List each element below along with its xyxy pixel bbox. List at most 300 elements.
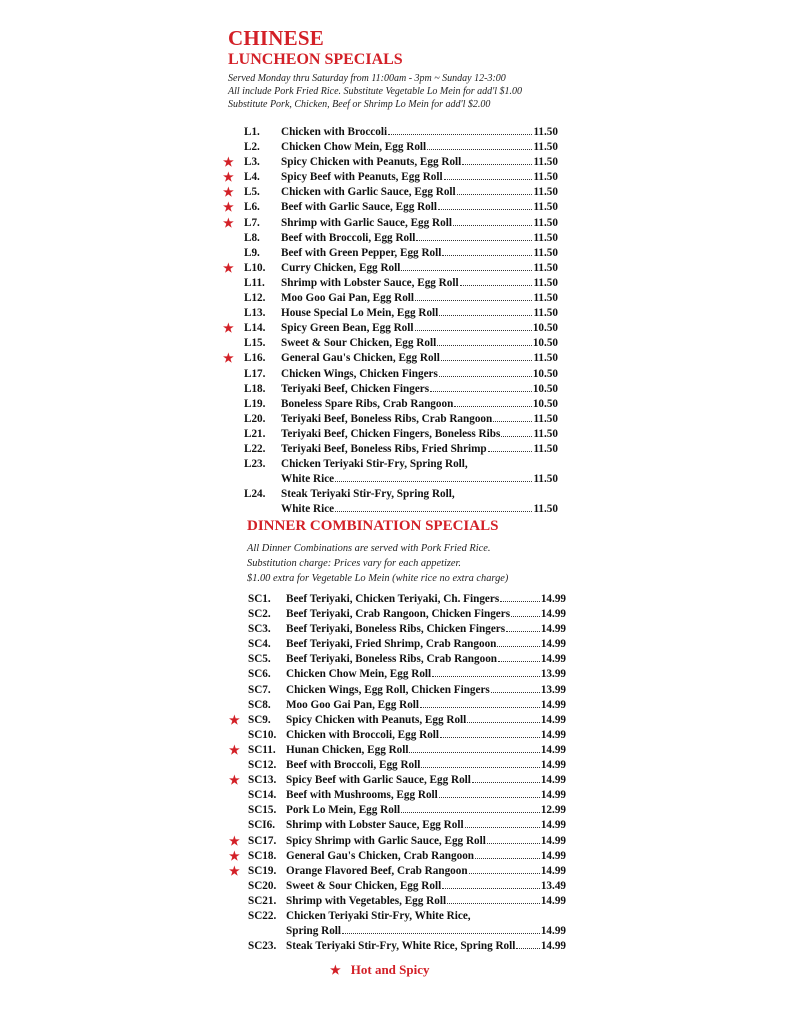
dot-leader xyxy=(439,376,532,377)
item-name: Beef Teriyaki, Boneless Ribs, Crab Rangoon xyxy=(286,653,498,666)
item-price: 11.50 xyxy=(533,352,558,365)
item-body xyxy=(286,698,566,713)
star-icon: ★ xyxy=(229,773,240,788)
dot-leader xyxy=(475,858,540,859)
item-name: Teriyaki Beef, Boneless Ribs, Fried Shrimp xyxy=(281,442,487,455)
item-name: Sweet & Sour Chicken, Egg Roll xyxy=(286,879,442,892)
item-price: 10.50 xyxy=(532,382,558,395)
item-code: L21. xyxy=(244,427,266,440)
menu-item xyxy=(226,803,576,818)
item-body xyxy=(281,231,558,246)
menu-item xyxy=(220,216,570,231)
item-price: 11.50 xyxy=(533,503,558,516)
item-code: L18. xyxy=(244,382,266,395)
dot-leader xyxy=(453,225,533,226)
item-code: SC23. xyxy=(248,940,277,953)
item-name: Spicy Shrimp with Garlic Sauce, Egg Roll xyxy=(286,834,486,847)
item-code: L3. xyxy=(244,156,260,169)
item-body xyxy=(286,894,566,909)
item-price: 11.50 xyxy=(533,201,558,214)
item-body xyxy=(281,457,558,487)
item-code: SC21. xyxy=(248,894,277,907)
dot-leader xyxy=(497,646,539,647)
item-body xyxy=(281,246,558,261)
item-code: SCI6. xyxy=(248,819,276,832)
menu-item xyxy=(226,607,576,622)
item-code: L7. xyxy=(244,216,260,229)
item-price: 13.99 xyxy=(540,668,566,681)
dot-leader xyxy=(511,616,540,617)
dot-leader xyxy=(442,888,540,889)
item-price: 10.50 xyxy=(532,322,558,335)
menu-item xyxy=(226,683,576,698)
item-price: 14.99 xyxy=(540,834,566,847)
menu-item xyxy=(226,728,576,743)
item-price: 14.99 xyxy=(540,759,566,772)
item-code: SC17. xyxy=(248,834,277,847)
item-code: L14. xyxy=(244,322,266,335)
star-icon: ★ xyxy=(223,185,234,200)
item-name: Hunan Chicken, Egg Roll xyxy=(286,743,409,756)
menu-item xyxy=(226,834,576,849)
menu-item xyxy=(220,351,570,366)
item-body xyxy=(281,442,558,457)
menu-item xyxy=(226,743,576,758)
item-name: Chicken with Garlic Sauce, Egg Roll xyxy=(281,186,456,199)
item-price: 11.50 xyxy=(533,261,558,274)
menu-item xyxy=(220,170,570,185)
dot-leader xyxy=(488,451,533,452)
menu-item xyxy=(220,306,570,321)
item-body xyxy=(286,743,566,758)
dot-leader xyxy=(454,406,532,407)
star-icon: ★ xyxy=(223,321,234,336)
item-code: SC22. xyxy=(248,909,277,922)
item-price: 14.99 xyxy=(540,728,566,741)
menu-item xyxy=(226,849,576,864)
dot-leader xyxy=(401,812,540,813)
item-code: L8. xyxy=(244,231,260,244)
dot-leader xyxy=(457,194,533,195)
luncheon-notes xyxy=(228,72,588,111)
item-body xyxy=(281,306,558,321)
item-price: 14.99 xyxy=(540,925,566,938)
item-price: 11.50 xyxy=(533,427,558,440)
dot-leader xyxy=(437,345,532,346)
item-price: 12.99 xyxy=(540,804,566,817)
menu-item xyxy=(226,592,576,607)
item-body xyxy=(281,487,558,517)
dot-leader xyxy=(439,797,540,798)
menu-item xyxy=(226,667,576,682)
dinner-section-title: DINNER COMBINATION SPECIALS xyxy=(247,518,499,534)
menu-item xyxy=(220,427,570,442)
menu-item xyxy=(220,125,570,140)
menu-item xyxy=(226,773,576,788)
menu-item xyxy=(220,155,570,170)
item-code: SC1. xyxy=(248,593,271,605)
menu-item xyxy=(226,622,576,637)
star-icon: ★ xyxy=(229,848,240,863)
star-icon: ★ xyxy=(229,712,240,727)
item-price: 11.50 xyxy=(533,216,558,229)
item-body xyxy=(286,773,566,788)
menu-item xyxy=(226,879,576,894)
item-code: SC19. xyxy=(248,864,277,877)
luncheon-note: Substitute Pork, Chicken, Beef or Shrimp Lo Mein for add'l $2.00 xyxy=(228,99,491,110)
dinner-note: All Dinner Combinations are served with Pork Fried Rice. xyxy=(247,543,491,554)
menu-item xyxy=(226,864,576,879)
item-code: L23. xyxy=(244,458,266,471)
item-body xyxy=(281,336,558,351)
dot-leader xyxy=(421,767,539,768)
menu-item xyxy=(226,894,576,909)
item-price: 11.50 xyxy=(533,171,558,184)
item-price: 14.99 xyxy=(540,623,566,636)
item-body xyxy=(281,321,558,336)
item-name: Beef with Mushrooms, Egg Roll xyxy=(286,789,438,802)
menu-item xyxy=(220,487,570,517)
item-name: Beef Teriyaki, Boneless Ribs, Chicken Fingers xyxy=(286,623,506,636)
dot-leader xyxy=(500,601,540,602)
item-code: SC3. xyxy=(248,623,271,636)
dinner-note: $1.00 extra for Vegetable Lo Mein (white rice no extra charge) xyxy=(247,573,509,585)
item-price: 11.50 xyxy=(533,473,558,486)
item-name: Beef Teriyaki, Chicken Teriyaki, Ch. Fingers xyxy=(286,593,500,605)
item-price: 14.99 xyxy=(540,743,566,756)
item-name: Pork Lo Mein, Egg Roll xyxy=(286,804,401,817)
item-name: Moo Goo Gai Pan, Egg Roll xyxy=(286,698,420,711)
dot-leader xyxy=(447,903,540,904)
item-body xyxy=(281,261,558,276)
item-name: Spicy Chicken with Peanuts, Egg Roll xyxy=(286,713,467,726)
item-name: Spicy Green Bean, Egg Roll xyxy=(281,322,414,335)
item-body xyxy=(286,683,566,698)
item-code: L12. xyxy=(244,292,266,305)
item-name: Beef with Garlic Sauce, Egg Roll xyxy=(281,201,437,214)
item-price: 11.50 xyxy=(533,412,558,425)
item-price: 14.99 xyxy=(540,698,566,711)
item-price: 11.50 xyxy=(533,276,558,289)
item-name: General Gau's Chicken, Egg Roll xyxy=(281,352,440,365)
menu-item xyxy=(220,412,570,427)
dot-leader xyxy=(506,631,540,632)
item-body xyxy=(281,276,558,291)
dot-leader xyxy=(493,421,532,422)
menu-item xyxy=(220,291,570,306)
item-body xyxy=(281,200,558,215)
item-name-continued: White Rice xyxy=(281,473,335,486)
menu-item xyxy=(220,200,570,215)
item-price: 11.50 xyxy=(533,246,558,259)
item-body xyxy=(286,667,566,682)
item-body xyxy=(286,592,566,607)
menu-item xyxy=(226,713,576,728)
item-code: SC20. xyxy=(248,879,277,892)
menu-item xyxy=(220,442,570,457)
item-price: 14.99 xyxy=(540,653,566,666)
item-code: L13. xyxy=(244,307,266,320)
dot-leader xyxy=(469,873,540,874)
item-price: 10.50 xyxy=(532,397,558,410)
item-name-continued: Spring Roll xyxy=(286,925,342,938)
dot-leader xyxy=(432,676,540,677)
dot-leader xyxy=(335,481,532,482)
item-body xyxy=(281,367,558,382)
hot-and-spicy-legend xyxy=(330,962,430,978)
item-body xyxy=(286,758,566,773)
luncheon-menu-list xyxy=(220,125,570,517)
item-body xyxy=(286,622,566,637)
menu-item xyxy=(226,637,576,652)
legend-label: Hot and Spicy xyxy=(350,962,430,977)
item-name: Beef with Broccoli, Egg Roll xyxy=(286,759,421,772)
item-name: Beef with Broccoli, Egg Roll xyxy=(281,231,416,244)
item-body xyxy=(286,728,566,743)
dot-leader xyxy=(409,752,539,753)
item-name: Teriyaki Beef, Chicken Fingers, Boneless Ribs xyxy=(281,427,501,440)
item-price: 14.99 xyxy=(540,713,566,726)
item-name: Teriyaki Beef, Boneless Ribs, Crab Rangoon xyxy=(281,412,493,425)
item-price: 14.99 xyxy=(540,894,566,907)
menu-item xyxy=(226,758,576,773)
menu-item xyxy=(226,909,576,939)
item-code: L11. xyxy=(244,276,265,289)
item-code: L5. xyxy=(244,186,260,199)
item-name: Beef with Green Pepper, Egg Roll xyxy=(281,246,442,259)
star-icon: ★ xyxy=(223,215,234,230)
dot-leader xyxy=(438,209,532,210)
item-code: SC15. xyxy=(248,804,277,817)
menu-item xyxy=(220,140,570,155)
dot-leader xyxy=(415,330,532,331)
item-body xyxy=(281,170,558,185)
menu-item xyxy=(220,321,570,336)
item-body xyxy=(286,803,566,818)
item-name: Spicy Chicken with Peanuts, Egg Roll xyxy=(281,156,462,169)
item-name: General Gau's Chicken, Crab Rangoon xyxy=(286,849,475,862)
menu-item xyxy=(226,939,576,954)
star-icon: ★ xyxy=(223,155,234,170)
dot-leader xyxy=(501,436,532,437)
dot-leader xyxy=(516,948,539,949)
item-body xyxy=(281,185,558,200)
item-name: Chicken with Broccoli xyxy=(281,126,388,138)
item-code: SC13. xyxy=(248,774,277,787)
menu-item xyxy=(220,261,570,276)
item-price: 11.50 xyxy=(533,156,558,169)
dot-leader xyxy=(487,843,540,844)
item-name: Sweet & Sour Chicken, Egg Roll xyxy=(281,337,437,350)
item-price: 11.50 xyxy=(533,307,558,320)
item-body xyxy=(281,125,558,140)
dot-leader xyxy=(416,240,532,241)
star-icon: ★ xyxy=(229,833,240,848)
item-body xyxy=(281,216,558,231)
item-body xyxy=(281,351,558,366)
item-name: Steak Teriyaki Stir-Fry, Spring Roll, xyxy=(281,488,455,501)
item-price: 14.99 xyxy=(540,789,566,802)
dot-leader xyxy=(440,737,540,738)
dot-leader xyxy=(420,707,540,708)
dot-leader xyxy=(472,782,540,783)
dot-leader xyxy=(442,255,532,256)
item-price: 14.99 xyxy=(540,638,566,651)
menu-item xyxy=(220,231,570,246)
dot-leader xyxy=(462,164,532,165)
item-code: L15. xyxy=(244,337,266,350)
item-price: 14.99 xyxy=(540,864,566,877)
dot-leader xyxy=(439,315,532,316)
item-code: L2. xyxy=(244,141,260,154)
item-code: L24. xyxy=(244,488,266,501)
item-body xyxy=(286,864,566,879)
item-body xyxy=(281,291,558,306)
item-code: L9. xyxy=(244,246,260,259)
item-code: SC4. xyxy=(248,638,271,651)
item-price: 14.99 xyxy=(540,608,566,621)
item-body xyxy=(281,155,558,170)
item-price: 11.50 xyxy=(533,442,558,455)
item-price: 11.50 xyxy=(533,231,558,244)
menu-item xyxy=(220,276,570,291)
dot-leader xyxy=(441,360,533,361)
item-price: 14.99 xyxy=(540,849,566,862)
item-body xyxy=(286,607,566,622)
luncheon-note: Served Monday thru Saturday from 11:00am - 3pm ~ Sunday 12-3:00 xyxy=(228,73,506,84)
dot-leader xyxy=(335,511,532,512)
item-name: Chicken Wings, Egg Roll, Chicken Fingers xyxy=(286,683,490,696)
star-icon: ★ xyxy=(223,170,234,185)
dot-leader xyxy=(415,300,532,301)
item-price: 14.99 xyxy=(540,819,566,832)
item-code: L6. xyxy=(244,201,260,214)
item-name: Shrimp with Lobster Sauce, Egg Roll xyxy=(281,276,459,289)
item-price: 14.99 xyxy=(540,774,566,787)
item-name: Chicken Teriyaki Stir-Fry, Spring Roll, xyxy=(281,458,468,471)
item-code: L10. xyxy=(244,261,266,274)
dot-leader xyxy=(467,722,540,723)
item-code: L4. xyxy=(244,171,260,184)
dot-leader xyxy=(427,149,532,150)
item-price: 11.50 xyxy=(533,126,558,138)
item-code: SC14. xyxy=(248,789,277,802)
item-price: 14.99 xyxy=(540,940,566,953)
menu-item xyxy=(226,818,576,833)
item-code: SC8. xyxy=(248,698,271,711)
item-body xyxy=(286,849,566,864)
dot-leader xyxy=(430,391,532,392)
item-body xyxy=(281,140,558,155)
item-body xyxy=(286,713,566,728)
item-code: SC2. xyxy=(248,608,271,621)
item-code: SC11. xyxy=(248,743,276,756)
dot-leader xyxy=(498,661,540,662)
item-name: Steak Teriyaki Stir-Fry, White Rice, Spring Roll xyxy=(286,940,516,953)
menu-item xyxy=(220,185,570,200)
page-title: CHINESE xyxy=(228,26,324,50)
dot-leader xyxy=(342,933,540,934)
menu-item xyxy=(226,698,576,713)
item-code: L20. xyxy=(244,412,266,425)
item-code: L19. xyxy=(244,397,266,410)
item-code: SC12. xyxy=(248,759,277,772)
item-price: 14.99 xyxy=(540,593,566,605)
item-name: Shrimp with Vegetables, Egg Roll xyxy=(286,894,447,907)
item-name: Beef Teriyaki, Crab Rangoon, Chicken Fingers xyxy=(286,608,511,621)
dot-leader xyxy=(401,270,532,271)
item-name: Boneless Spare Ribs, Crab Rangoon xyxy=(281,397,454,410)
item-name: Teriyaki Beef, Chicken Fingers xyxy=(281,382,430,395)
star-icon: ★ xyxy=(330,963,341,977)
item-code: SC9. xyxy=(248,713,271,726)
item-name: Chicken Teriyaki Stir-Fry, White Rice, xyxy=(286,909,471,922)
menu-item xyxy=(220,336,570,351)
menu-item xyxy=(220,382,570,397)
item-code: L16. xyxy=(244,352,266,365)
item-name-continued: White Rice xyxy=(281,503,335,516)
dot-leader xyxy=(444,179,533,180)
menu-item xyxy=(220,397,570,412)
item-name: Curry Chicken, Egg Roll xyxy=(281,261,401,274)
menu-item xyxy=(220,367,570,382)
dot-leader xyxy=(491,692,540,693)
item-price: 11.50 xyxy=(533,186,558,199)
item-name: Shrimp with Garlic Sauce, Egg Roll xyxy=(281,216,452,229)
dot-leader xyxy=(465,827,540,828)
item-name: Chicken Chow Mein, Egg Roll xyxy=(286,668,432,681)
item-price: 13.49 xyxy=(540,879,566,892)
item-body xyxy=(281,412,558,427)
item-code: L1. xyxy=(244,126,260,138)
item-body xyxy=(286,652,566,667)
item-body xyxy=(286,939,566,954)
item-body xyxy=(286,834,566,849)
star-icon: ★ xyxy=(223,200,234,215)
item-body xyxy=(281,382,558,397)
item-price: 10.50 xyxy=(532,337,558,350)
menu-item xyxy=(220,457,570,487)
item-body xyxy=(286,909,566,939)
item-code: SC18. xyxy=(248,849,277,862)
menu-item xyxy=(226,652,576,667)
item-code: SC10. xyxy=(248,728,277,741)
item-code: L22. xyxy=(244,442,266,455)
item-price: 11.50 xyxy=(533,141,558,154)
item-body xyxy=(286,788,566,803)
item-name: Moo Goo Gai Pan, Egg Roll xyxy=(281,292,415,305)
item-price: 13.99 xyxy=(540,683,566,696)
item-name: Shrimp with Lobster Sauce, Egg Roll xyxy=(286,819,464,832)
menu-item xyxy=(220,246,570,261)
item-name: House Special Lo Mein, Egg Roll xyxy=(281,307,439,320)
dinner-notes xyxy=(247,541,587,587)
dot-leader xyxy=(460,285,533,286)
item-body xyxy=(286,637,566,652)
luncheon-section-title: LUNCHEON SPECIALS xyxy=(228,51,403,68)
item-name: Beef Teriyaki, Fried Shrimp, Crab Rangoon xyxy=(286,638,497,651)
item-name: Chicken with Broccoli, Egg Roll xyxy=(286,728,440,741)
item-name: Spicy Beef with Garlic Sauce, Egg Roll xyxy=(286,774,471,787)
item-code: SC6. xyxy=(248,668,271,681)
dot-leader xyxy=(388,134,532,135)
item-body xyxy=(281,427,558,442)
item-body xyxy=(281,397,558,412)
item-name: Orange Flavored Beef, Crab Rangoon xyxy=(286,864,468,877)
item-body xyxy=(286,818,566,833)
item-code: SC7. xyxy=(248,683,271,696)
star-icon: ★ xyxy=(223,260,234,275)
